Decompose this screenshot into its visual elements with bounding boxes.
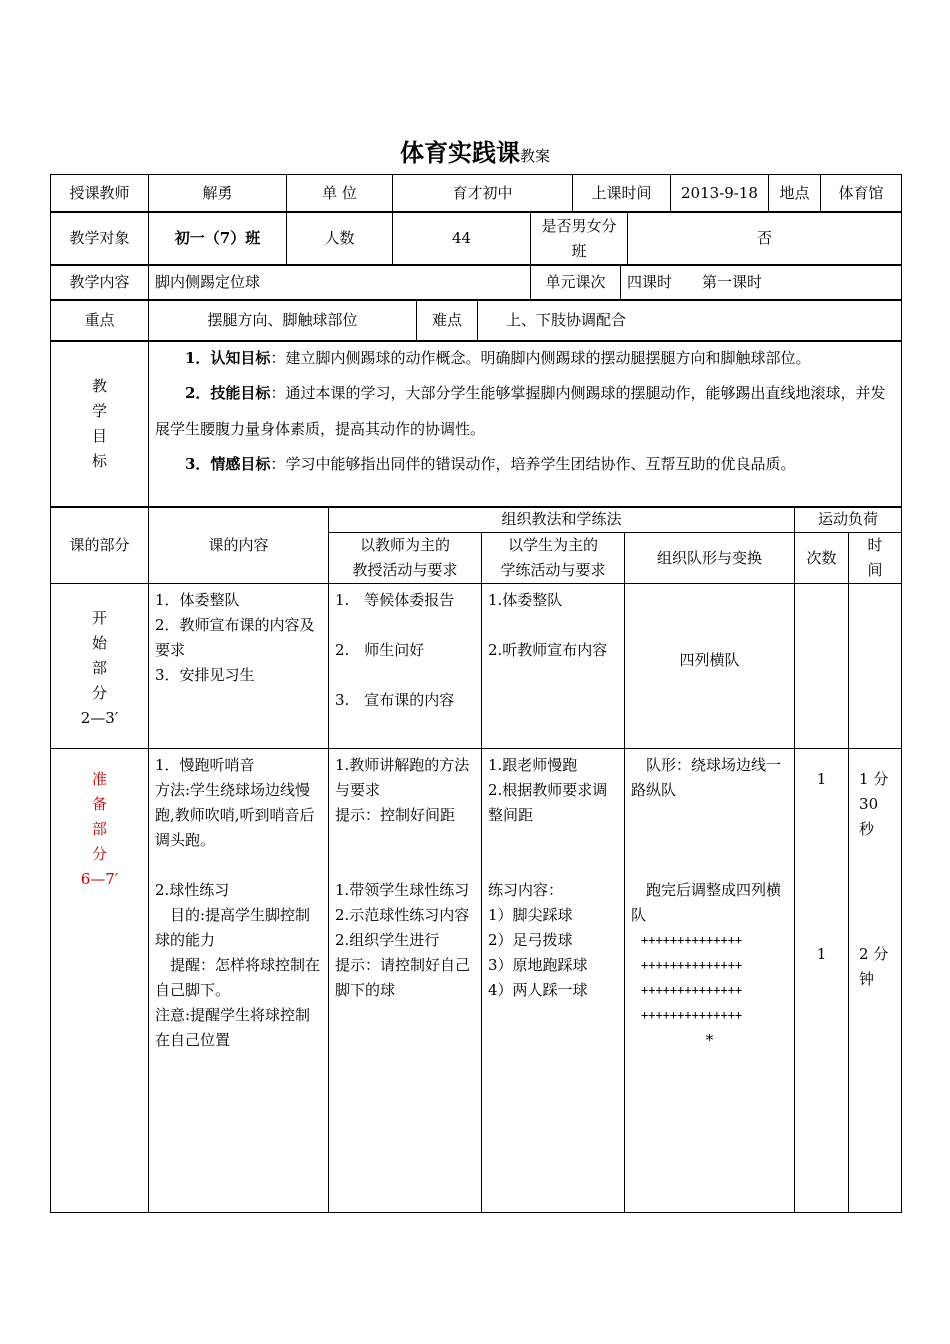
col-part: 课的部分 <box>51 507 149 584</box>
objectives-label <box>51 341 149 508</box>
section-start-teacher: 1. 等候体委报告 2. 师生问好 3. 宣布课的内容 <box>329 584 482 749</box>
objective-cognitive-text: ：建立脚内侧踢球的动作概念。明确脚内侧踢球的摆动腿摆腿方向和脚触球部位。 <box>270 349 811 367</box>
unit-value: 育才初中 <box>393 175 573 213</box>
formation-row: ++++++++++++++ <box>641 1008 743 1022</box>
section-prep-part: 准 备 部 分 6—7′ <box>51 749 149 1213</box>
section-prep-times: 1 1 <box>795 749 849 1213</box>
objective-emotion-text: ：学习中能够指出同伴的错误动作，培养学生团结协作、互帮互助的优良品质。 <box>270 455 796 473</box>
document-title <box>0 133 950 168</box>
section-prep-formation-text: 队形：绕球场边线一路纵队 跑完后调整成四列横队 <box>631 756 782 924</box>
col-org: 组织教法和学练法 <box>329 507 795 533</box>
key-value: 摆腿方向、脚触球部位 <box>149 300 417 342</box>
section-start-student: 1.体委整队 2.听教师宣布内容 <box>482 584 625 749</box>
col-student: 以学生为主的 学练活动与要求 <box>482 533 625 584</box>
section-prep-student: 1.跟老师慢跑 2.根据教师要求调整间距 练习内容： 1）脚尖踩球 2）足弓拨球 3）原地跑踩球 4）两人踩一球 <box>482 749 625 1213</box>
target-value: 初一（7）班 <box>149 212 287 266</box>
target-label: 教学对象 <box>51 212 149 266</box>
col-content: 课的内容 <box>149 507 329 584</box>
count-value: 44 <box>393 212 531 266</box>
difficulty-label: 难点 <box>417 300 478 342</box>
objective-cognitive-head: 1．认知目标 <box>185 349 271 367</box>
objective-emotion-head: 3．情感目标 <box>185 455 271 473</box>
col-formation: 组织队形与变换 <box>625 533 795 584</box>
split-value: 否 <box>628 212 902 266</box>
section-prep-content: 1．慢跑听哨音 方法:学生绕球场边线慢跑,教师吹哨,听到哨音后调头跑。 2.球性练习 目的:提高学生脚控制球的能力 提醒：怎样将球控制在自己脚下。 注意:提醒学生将球控制在自己位置 <box>149 749 329 1213</box>
title-main: 体育实践课 <box>399 139 520 167</box>
teacher-value: 解勇 <box>149 175 287 213</box>
difficulty-value: 上、下肢协调配合 <box>478 300 902 342</box>
section-start-duration <box>849 584 902 749</box>
section-start-part: 开 始 部 分 2—3′ <box>51 584 149 749</box>
formation-row: ++++++++++++++ <box>641 933 743 947</box>
objective-skill-head: 2．技能目标 <box>185 384 271 402</box>
place-value: 体育馆 <box>821 175 902 213</box>
col-teacher: 以教师为主的 教授活动与要求 <box>329 533 482 584</box>
unit-label: 单 位 <box>287 175 393 213</box>
section-start <box>51 584 902 749</box>
header-table-4 <box>50 299 902 342</box>
objectives-content <box>149 341 902 508</box>
section-start-formation: 四列横队 <box>625 584 795 749</box>
section-prep-formation <box>625 749 795 1213</box>
header-table-1 <box>50 174 902 213</box>
section-start-content: 1．体委整队 2．教师宣布课的内容及要求 3．安排见习生 <box>149 584 329 749</box>
date-value: 2013-9-18 <box>671 175 769 213</box>
formation-teacher-mark: * <box>705 1031 714 1049</box>
col-duration: 时 间 <box>849 533 902 584</box>
formation-grid <box>631 928 788 1028</box>
objective-skill-text: ：通过本课的学习，大部分学生能够掌握脚内侧踢球的摆腿动作，能够踢出直线地滚球，并发展学生腰腹力量身体素质，提高其动作的协调性。 <box>155 384 886 438</box>
objective-emotion <box>155 447 895 481</box>
objective-cognitive <box>155 341 895 375</box>
place-label: 地点 <box>769 175 821 213</box>
header-table-2 <box>50 211 902 266</box>
teacher-label: 授课教师 <box>51 175 149 213</box>
objectives-label-text: 教学目标 <box>92 377 108 470</box>
col-times: 次数 <box>795 533 849 584</box>
formation-row: ++++++++++++++ <box>641 958 743 972</box>
unit-lesson-label: 单元课次 <box>531 265 621 301</box>
title-sub: 教案 <box>519 147 550 165</box>
formation-row: ++++++++++++++ <box>641 983 743 997</box>
section-prep-duration: 1 分 30 秒 2 分 钟 <box>849 749 902 1213</box>
count-label: 人数 <box>287 212 393 266</box>
objectives-table <box>50 340 902 508</box>
unit-lesson-value: 四课时 第一课时 <box>621 265 902 301</box>
section-prep <box>51 749 902 1213</box>
header-table-3 <box>50 264 902 301</box>
key-label: 重点 <box>51 300 149 342</box>
col-load: 运动负荷 <box>795 507 902 533</box>
lesson-table <box>50 506 902 1213</box>
split-label: 是否男女分班 <box>531 212 628 266</box>
time-label: 上课时间 <box>573 175 671 213</box>
content-label: 教学内容 <box>51 265 149 301</box>
section-prep-teacher: 1.教师讲解跑的方法与要求 提示：控制好间距 1.带领学生球性练习 2.示范球性练习内容 2.组织学生进行 提示：请控制好自己脚下的球 <box>329 749 482 1213</box>
objective-skill <box>155 375 895 447</box>
section-start-times <box>795 584 849 749</box>
content-value: 脚内侧踢定位球 <box>149 265 531 301</box>
